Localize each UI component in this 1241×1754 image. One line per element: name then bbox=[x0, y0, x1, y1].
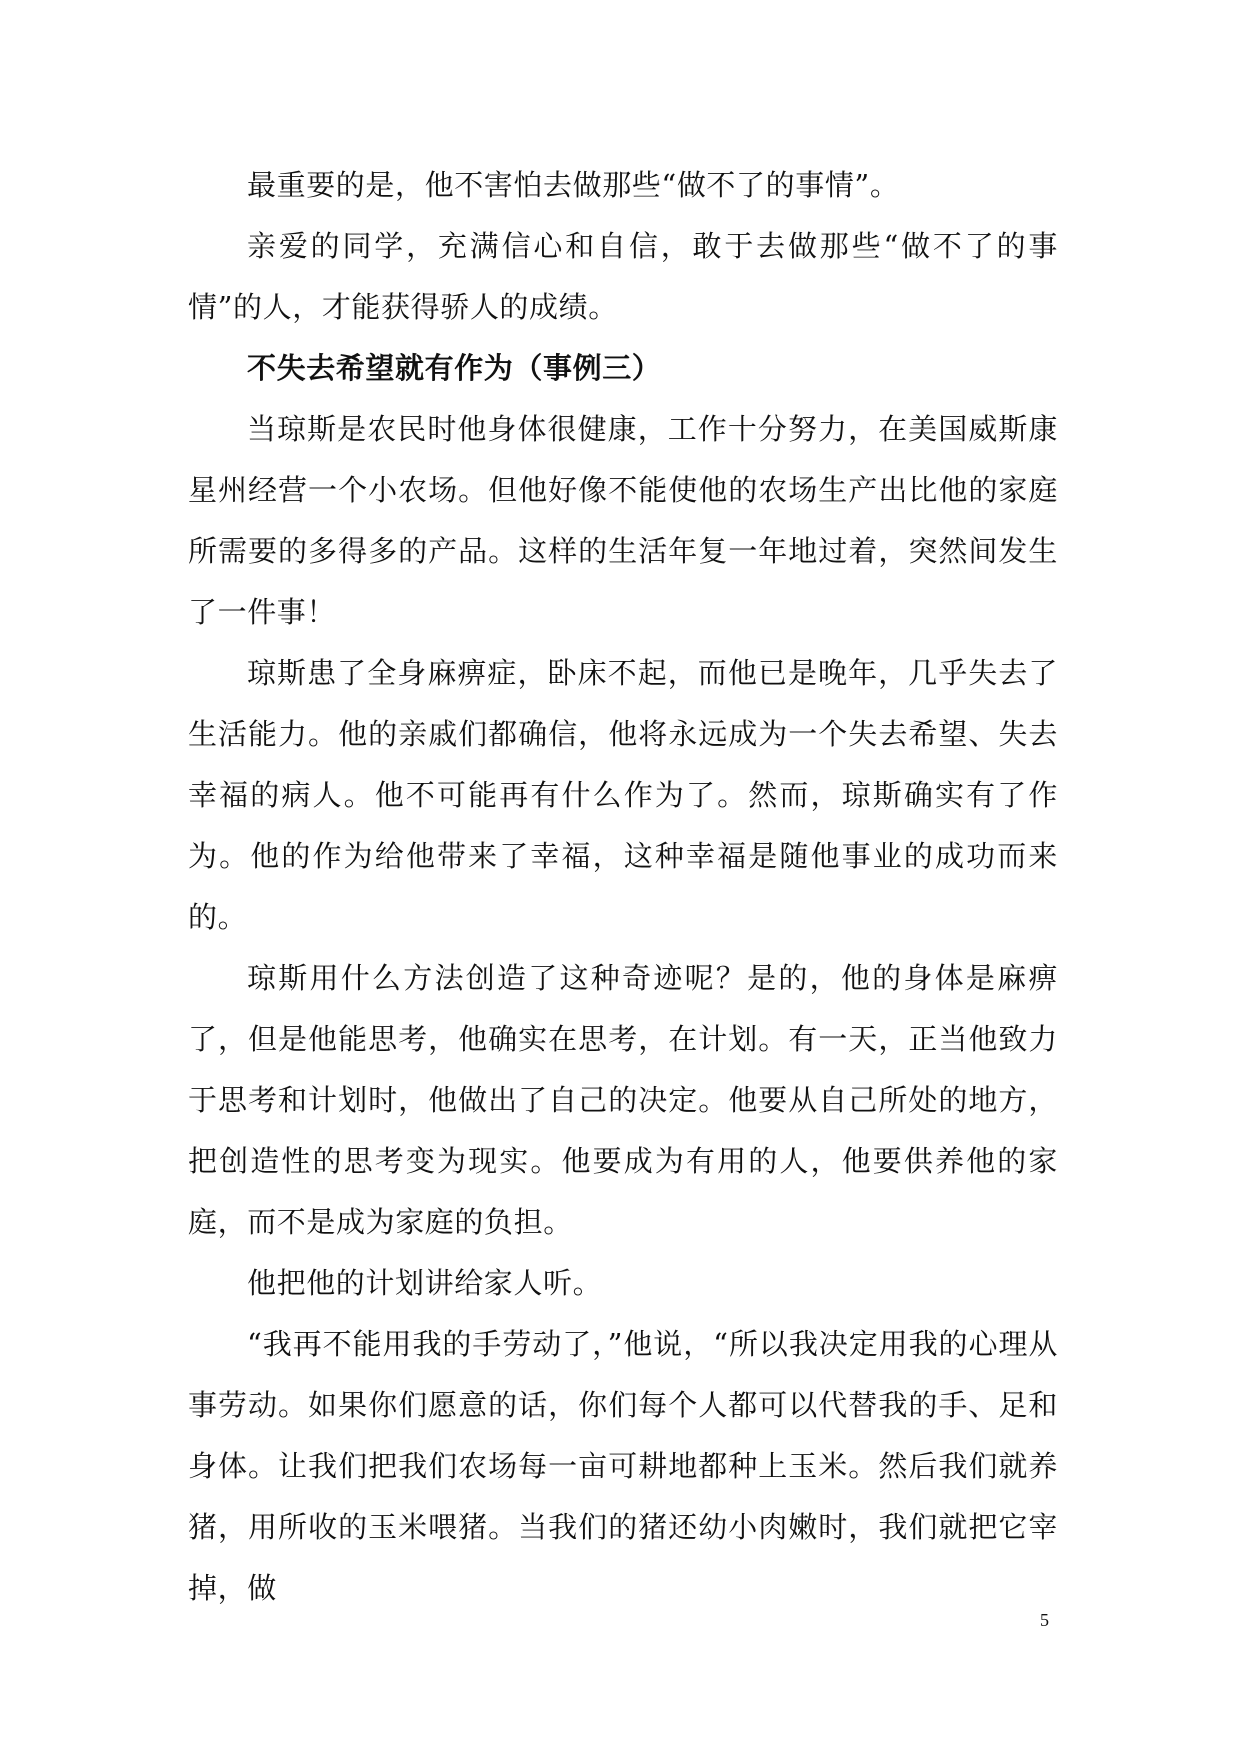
paragraph-story-3: 琼斯用什么方法创造了这种奇迹呢？是的，他的身体是麻痹了，但是他能思考，他确实在思考，在计划。有一天，正当他致力于思考和计划时，他做出了自己的决定。他要从自己所处的地方，把创造性的思考变为现实。他要成为有用的人，他要供养他的家庭，而不是成为家庭的负担。 bbox=[188, 961, 1058, 1239]
paragraph-conclusion-2: 亲爱的同学，充满信心和自信，敢于去做那些“做不了的事情”的人，才能获得骄人的成绩。 bbox=[188, 229, 1058, 324]
paragraph-story-1: 当琼斯是农民时他身体很健康，工作十分努力，在美国威斯康星州经营一个小农场。但他好像不能使他的农场生产出比他的家庭所需要的多得多的产品。这样的生活年复一年地过着，突然间发生了一件事！ bbox=[188, 412, 1058, 629]
page-number: 5 bbox=[1040, 1610, 1049, 1630]
section-heading: 不失去希望就有作为（事例三） bbox=[247, 351, 662, 385]
paragraph-story-5: “我再不能用我的手劳动了，”他说，“所以我决定用我的心理从事劳动。如果你们愿意的话，你们每个人都可以代替我的手、足和身体。让我们把我们农场每一亩可耕地都种上玉米。然后我们就养猪，用所收的玉米喂猪。当我们的猪还幼小肉嫩时，我们就把它宰掉，做 bbox=[188, 1327, 1058, 1605]
paragraph-story-2: 琼斯患了全身麻痹症，卧床不起，而他已是晚年，几乎失去了生活能力。他的亲戚们都确信，他将永远成为一个失去希望、失去幸福的病人。他不可能再有什么作为了。然而，琼斯确实有了作为。他的作为给他带来了幸福，这种幸福是随他事业的成功而来的。 bbox=[188, 656, 1058, 934]
body-text bbox=[188, 155, 1058, 1619]
paragraph-conclusion-1: 最重要的是，他不害怕去做那些“做不了的事情”。 bbox=[247, 168, 900, 202]
paragraph-story-4: 他把他的计划讲给家人听。 bbox=[247, 1266, 603, 1300]
